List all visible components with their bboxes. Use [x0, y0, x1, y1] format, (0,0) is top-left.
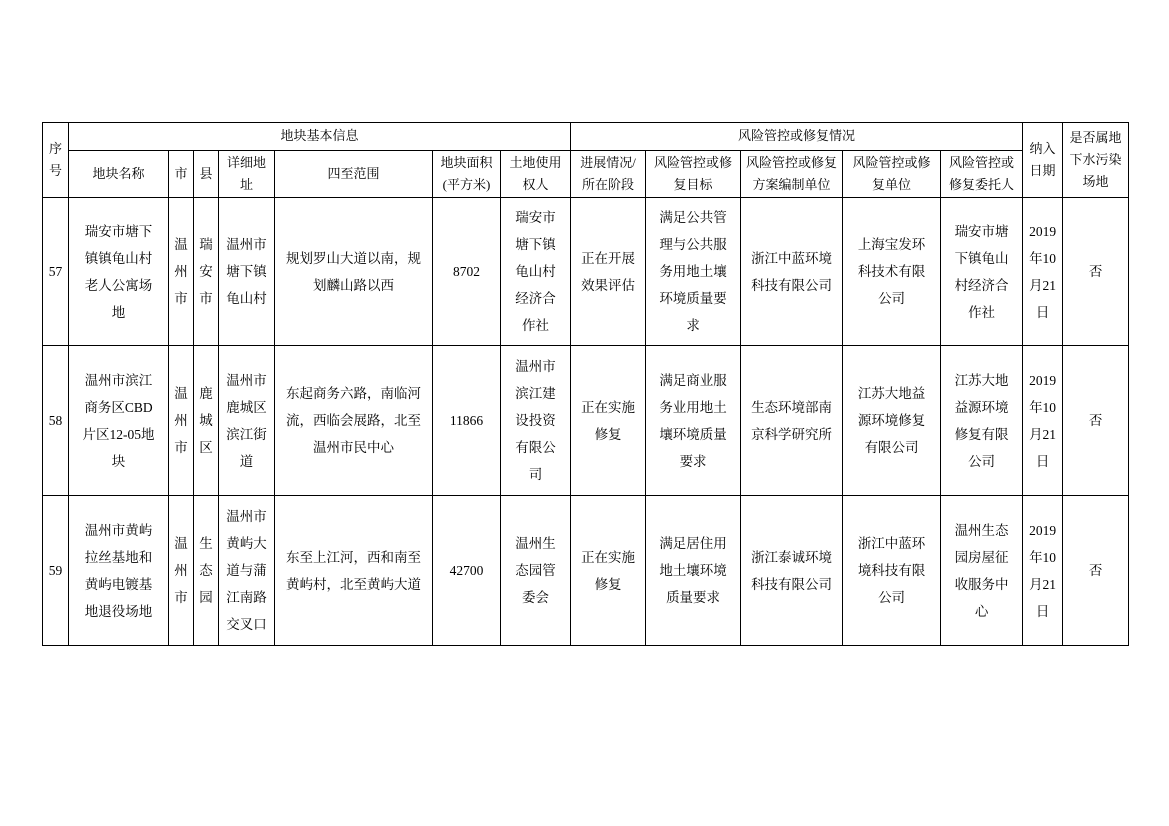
header-area: 地块面积(平方米) — [433, 151, 501, 198]
cell-plan-compiler: 生态环境部南京科学研究所 — [741, 346, 843, 496]
header-remediation-goal: 风险管控或修复目标 — [646, 151, 741, 198]
cell-land-owner: 温州市滨江建设投资有限公司 — [501, 346, 571, 496]
header-county: 县 — [194, 151, 219, 198]
cell-address: 温州市塘下镇龟山村 — [219, 198, 275, 346]
cell-remediation-client: 江苏大地益源环境修复有限公司 — [941, 346, 1023, 496]
cell-county: 瑞安市 — [194, 198, 219, 346]
table-row — [43, 496, 1129, 646]
header-inclusion-date: 纳入日期 — [1023, 123, 1063, 198]
cell-address: 温州市鹿城区滨江街道 — [219, 346, 275, 496]
cell-inclusion-date: 2019年10月21日 — [1023, 346, 1063, 496]
cell-boundary: 东起商务六路，南临河流，西临会展路，北至温州市民中心 — [275, 346, 433, 496]
cell-progress-stage: 正在实施修复 — [571, 346, 646, 496]
cell-remediation-goal: 满足公共管理与公共服务用地土壤环境质量要求 — [646, 198, 741, 346]
cell-progress-stage: 正在实施修复 — [571, 496, 646, 646]
header-groundwater-site: 是否属地下水污染场地 — [1063, 123, 1129, 198]
cell-serial: 59 — [43, 496, 69, 646]
header-group-row — [43, 123, 1129, 151]
header-basic-info-group: 地块基本信息 — [69, 123, 571, 151]
cell-inclusion-date: 2019年10月21日 — [1023, 198, 1063, 346]
cell-parcel-name: 温州市黄屿拉丝基地和黄屿电镀基地退役场地 — [69, 496, 169, 646]
table-row — [43, 198, 1129, 346]
header-progress-stage: 进展情况/所在阶段 — [571, 151, 646, 198]
cell-city: 温州市 — [169, 496, 194, 646]
table-row — [43, 346, 1129, 496]
cell-land-owner: 温州生态园管委会 — [501, 496, 571, 646]
cell-remediation-unit: 江苏大地益源环境修复有限公司 — [843, 346, 941, 496]
cell-remediation-unit: 上海宝发环科技术有限公司 — [843, 198, 941, 346]
header-risk-group: 风险管控或修复情况 — [571, 123, 1023, 151]
header-serial-number: 序号 — [43, 123, 69, 198]
cell-remediation-goal: 满足居住用地土壤环境质量要求 — [646, 496, 741, 646]
cell-parcel-name: 温州市滨江商务区CBD片区12-05地块 — [69, 346, 169, 496]
header-address: 详细地址 — [219, 151, 275, 198]
cell-remediation-unit: 浙江中蓝环境科技有限公司 — [843, 496, 941, 646]
land-parcel-remediation-table — [42, 122, 1129, 646]
cell-boundary: 东至上江河，西和南至黄屿村，北至黄屿大道 — [275, 496, 433, 646]
cell-remediation-goal: 满足商业服务业用地土壤环境质量要求 — [646, 346, 741, 496]
header-city: 市 — [169, 151, 194, 198]
cell-land-owner: 瑞安市塘下镇龟山村经济合作社 — [501, 198, 571, 346]
cell-plan-compiler: 浙江泰诚环境科技有限公司 — [741, 496, 843, 646]
cell-area: 42700 — [433, 496, 501, 646]
cell-groundwater-site: 否 — [1063, 346, 1129, 496]
cell-area: 8702 — [433, 198, 501, 346]
cell-boundary: 规划罗山大道以南，规划麟山路以西 — [275, 198, 433, 346]
header-remediation-unit: 风险管控或修复单位 — [843, 151, 941, 198]
cell-groundwater-site: 否 — [1063, 198, 1129, 346]
cell-progress-stage: 正在开展效果评估 — [571, 198, 646, 346]
cell-serial: 58 — [43, 346, 69, 496]
cell-area: 11866 — [433, 346, 501, 496]
header-parcel-name: 地块名称 — [69, 151, 169, 198]
cell-county: 生态园 — [194, 496, 219, 646]
cell-city: 温州市 — [169, 198, 194, 346]
cell-county: 鹿城区 — [194, 346, 219, 496]
cell-groundwater-site: 否 — [1063, 496, 1129, 646]
cell-remediation-client: 瑞安市塘下镇龟山村经济合作社 — [941, 198, 1023, 346]
header-plan-compiler: 风险管控或修复方案编制单位 — [741, 151, 843, 198]
cell-city: 温州市 — [169, 346, 194, 496]
header-land-owner: 土地使用权人 — [501, 151, 571, 198]
cell-address: 温州市黄屿大道与蒲江南路交叉口 — [219, 496, 275, 646]
cell-inclusion-date: 2019年10月21日 — [1023, 496, 1063, 646]
cell-serial: 57 — [43, 198, 69, 346]
header-remediation-client: 风险管控或修复委托人 — [941, 151, 1023, 198]
header-boundary: 四至范围 — [275, 151, 433, 198]
cell-plan-compiler: 浙江中蓝环境科技有限公司 — [741, 198, 843, 346]
cell-parcel-name: 瑞安市塘下镇镇龟山村老人公寓场地 — [69, 198, 169, 346]
cell-remediation-client: 温州生态园房屋征收服务中心 — [941, 496, 1023, 646]
header-sub-row — [43, 151, 1129, 198]
